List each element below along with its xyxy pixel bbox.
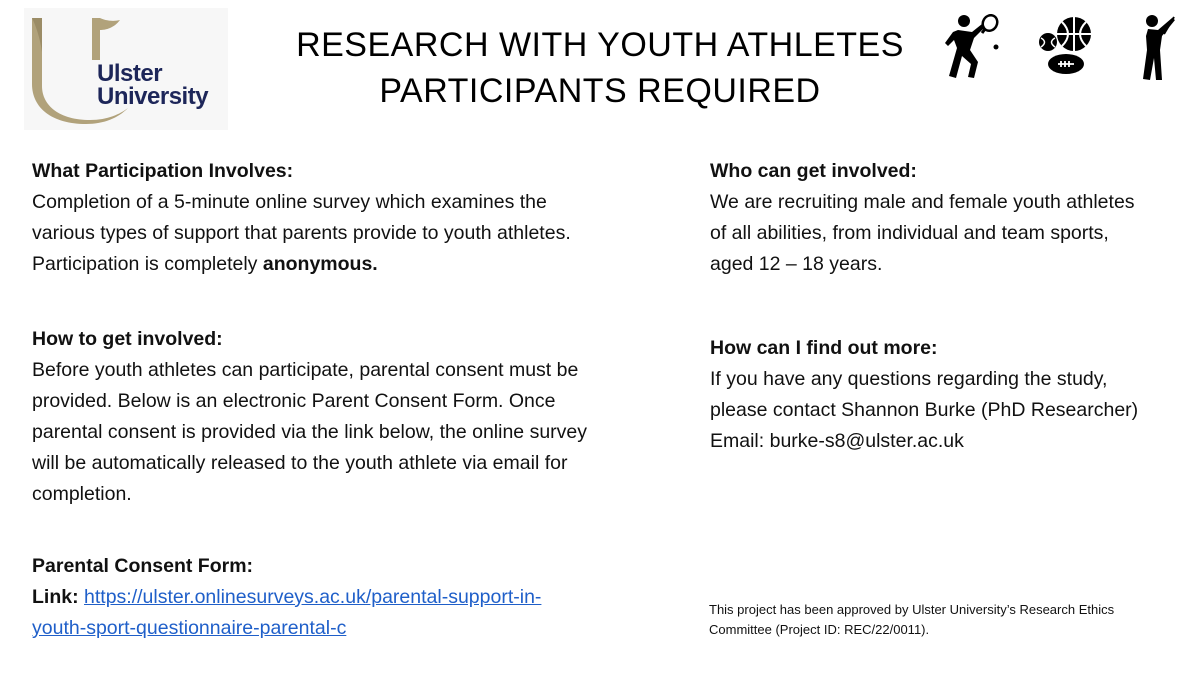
consent-heading: Parental Consent Form: (32, 555, 254, 577)
how-heading: How to get involved: (32, 328, 223, 350)
participation-line-3 (32, 249, 662, 280)
how-line: completion. (32, 483, 132, 505)
how-line: parental consent is provided via the link below, the online survey (32, 421, 587, 443)
more-heading: How can I find out more: (710, 337, 938, 359)
who-line: of all abilities, from individual and team sports, (710, 222, 1109, 244)
how-to-get-involved-section (32, 324, 662, 510)
link-label: Link: (32, 586, 79, 608)
how-line: Before youth athletes can participate, parental consent must be (32, 359, 579, 381)
title-line-1: RESEARCH WITH YOUTH ATHLETES (296, 26, 904, 64)
tennis-player-icon (944, 14, 1006, 80)
who-heading: Who can get involved: (710, 160, 917, 182)
how-line: will be automatically released to the youth athlete via email for (32, 452, 568, 474)
how-line: provided. Below is an electronic Parent Consent Form. Once (32, 390, 556, 412)
more-line: If you have any questions regarding the study, (710, 368, 1108, 390)
ethics-line-1: This project has been approved by Ulster University’s Research Ethics (709, 602, 1115, 617)
page-title (250, 22, 950, 114)
participation-heading: What Participation Involves: (32, 160, 294, 182)
logo-word-ulster: Ulster (97, 60, 163, 87)
anonymous-emphasis: anonymous. (262, 253, 378, 275)
participation-section (32, 156, 662, 280)
title-line-2: PARTICIPANTS REQUIRED (379, 72, 821, 110)
consent-form-link-continued[interactable]: youth-sport-questionnaire-parental-c (32, 617, 347, 639)
participation-line-2: various types of support that parents provide to youth athletes. (32, 222, 571, 244)
participation-line-3-text: Participation is completely (32, 253, 263, 275)
golfer-icon (1138, 14, 1178, 82)
consent-form-link[interactable]: https://ulster.onlinesurveys.ac.uk/parental-support-in- (84, 586, 542, 608)
who-section (710, 156, 1180, 280)
logo-word-university: University (97, 83, 209, 110)
consent-link-line-1 (32, 582, 662, 613)
who-line: aged 12 – 18 years. (710, 253, 883, 275)
consent-link-line-2 (32, 613, 662, 644)
ethics-note (709, 600, 1179, 640)
ulster-university-logo (24, 8, 228, 130)
more-line: please contact Shannon Burke (PhD Researcher) (710, 399, 1139, 421)
ethics-line-2: Committee (Project ID: REC/22/0011). (709, 622, 930, 637)
consent-section (32, 551, 662, 644)
find-out-more-section (710, 333, 1180, 457)
who-line: We are recruiting male and female youth athletes (710, 191, 1135, 213)
contact-email: Email: burke-s8@ulster.ac.uk (710, 430, 964, 452)
participation-line-1: Completion of a 5-minute online survey which examines the (32, 191, 547, 213)
sports-balls-icon (1036, 14, 1096, 78)
